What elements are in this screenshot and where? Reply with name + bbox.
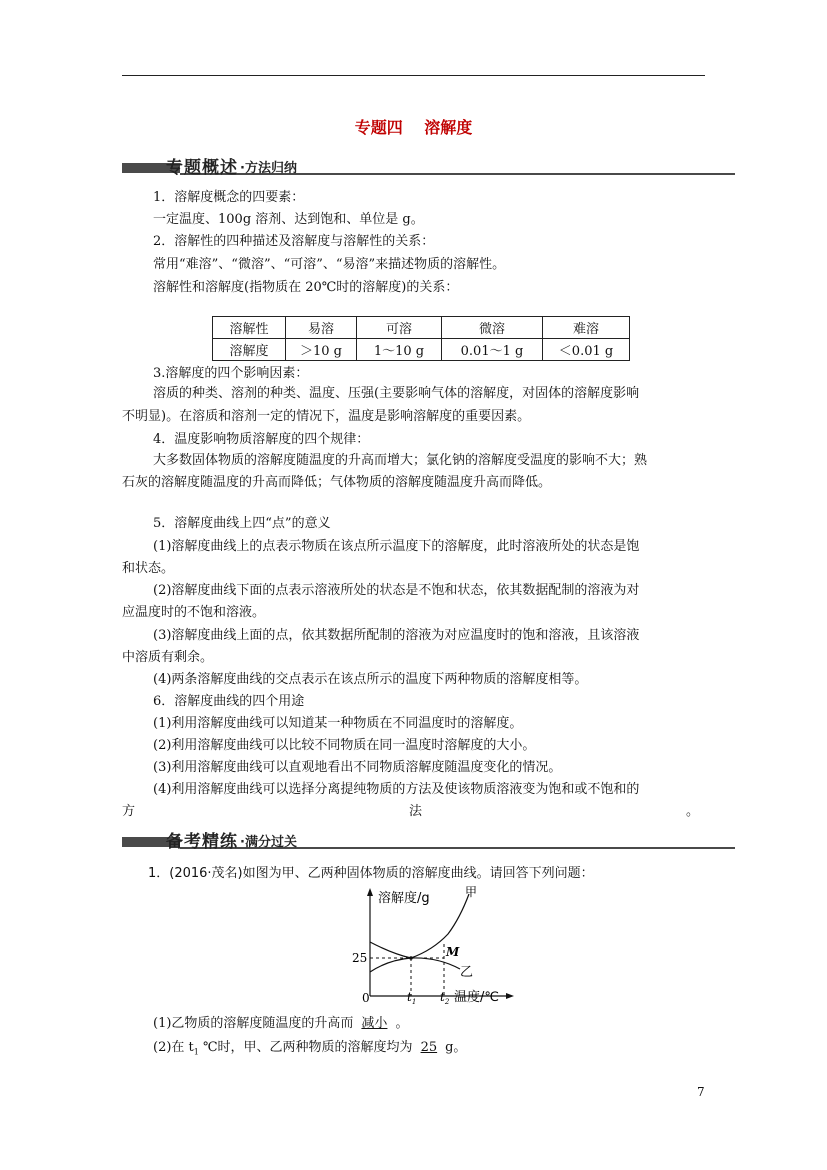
- answer-2: [153, 1040, 466, 1061]
- text-line: 2．溶解性的四种描述及溶解度与溶解性的关系：: [153, 234, 435, 249]
- section-subtitle: ·满分过关: [240, 835, 297, 850]
- table-cell: 1～10 g: [357, 339, 442, 361]
- text-line: 一定温度、100g 溶剂、达到饱和、单位是 g。: [153, 212, 424, 227]
- table-cell: 难溶: [543, 317, 630, 339]
- text-line: (2)溶解度曲线下面的点表示溶液所处的状态是不饱和状态，依其数据配制的溶液为对: [153, 583, 640, 598]
- title-topic: 专题四: [354, 118, 403, 137]
- solubility-table: [212, 316, 630, 361]
- label-yi: 乙: [460, 965, 474, 980]
- t1-label: [407, 990, 416, 1006]
- text-fragment: 。: [686, 804, 700, 819]
- answer-2-sub: 1: [193, 1047, 199, 1057]
- section-header-overview: [122, 155, 735, 177]
- text-line: (1)溶解度曲线上的点表示物质在该点所示温度下的溶解度，此时溶液所处的状态是饱: [153, 539, 640, 554]
- t2-letter: t: [440, 990, 445, 1004]
- text-line: 溶质的种类、溶剂的种类、温度、压强(主要影响气体的溶解度，对固体的溶解度影响: [153, 386, 640, 401]
- answer-1: [153, 1016, 408, 1032]
- page-title: [0, 115, 827, 138]
- t1-subscript: 1: [411, 998, 417, 1006]
- table-cell: 可溶: [357, 317, 442, 339]
- table-cell: 溶解性: [213, 317, 286, 339]
- text-line: 大多数固体物质的溶解度随温度的升高而增大；氯化钠的溶解度受温度的影响不大；熟: [153, 453, 648, 468]
- text-line: 和状态。: [122, 561, 175, 576]
- label-jia: 甲: [465, 885, 478, 899]
- text-line: (4)两条溶解度曲线的交点表示在该点所示的温度下两种物质的溶解度相等。: [153, 672, 588, 687]
- intersection-point: [409, 956, 413, 960]
- text-line: (3)溶解度曲线上面的点，依其数据所配制的溶液为对应温度时的饱和溶液，且该溶液: [153, 628, 640, 643]
- section-title: 专题概述: [166, 158, 238, 178]
- table-cell: ＞10 g: [286, 339, 357, 361]
- section-subtitle: ·方法归纳: [240, 161, 297, 176]
- solubility-curve-figure: [348, 884, 518, 1006]
- text-fragment: 法: [409, 804, 423, 819]
- answer-1-suffix: 。: [395, 1016, 409, 1031]
- text-line: 常用“难溶”、“微溶”、“可溶”、“易溶”来描述物质的溶解性。: [153, 257, 506, 272]
- y-tick-25: 25: [352, 951, 368, 965]
- t2-label: [440, 990, 450, 1006]
- answer-2-suffix: g。: [445, 1040, 467, 1055]
- text-line: (3)利用溶解度曲线可以直观地看出不同物质溶解度随温度变化的情况。: [153, 760, 562, 775]
- text-line: 1．溶解度概念的四要素：: [153, 190, 305, 205]
- text-line: 不明显)。在溶质和溶剂一定的情况下，温度是影响溶解度的重要因素。: [122, 409, 531, 424]
- text-line: (2)利用溶解度曲线可以比较不同物质在同一温度时溶解度的大小。: [153, 738, 536, 753]
- page-number: 7: [697, 1085, 705, 1099]
- text-line: (1)利用溶解度曲线可以知道某一种物质在不同温度时的溶解度。: [153, 716, 523, 731]
- text-line: 4．温度影响物质溶解度的四个规律：: [153, 432, 370, 447]
- table-cell: 微溶: [442, 317, 543, 339]
- text-line: 溶解性和溶解度(指物质在 20℃时的溶解度)的关系：: [153, 280, 459, 295]
- t1-letter: t: [407, 990, 412, 1004]
- t2-subscript: 2: [444, 998, 450, 1006]
- answer-2-blank: 25: [420, 1040, 438, 1055]
- text-line: 3.溶解度的四个影响因素：: [153, 366, 309, 381]
- title-name: 溶解度: [424, 118, 473, 137]
- text-line: 应温度时的不饱和溶液。: [122, 605, 266, 620]
- answer-1-prefix: (1)乙物质的溶解度随温度的升高而: [153, 1016, 354, 1031]
- question-1: 1．(2016·茂名)如图为甲、乙两种固体物质的溶解度曲线。请回答下列问题：: [148, 866, 594, 881]
- table-row: [213, 317, 630, 339]
- table-cell: ＜0.01 g: [543, 339, 630, 361]
- text-line: 6．溶解度曲线的四个用途: [153, 694, 305, 709]
- x-axis-label: 温度/℃: [454, 990, 499, 1005]
- text-line: 5．溶解度曲线上四“点”的意义: [153, 516, 331, 531]
- answer-2-prefix: (2)在 t: [153, 1040, 194, 1055]
- section-title: 备考精练: [166, 832, 238, 852]
- y-axis-arrow: [367, 888, 373, 896]
- text-line: (4)利用溶解度曲线可以选择分离提纯物质的方法及使该物质溶液变为饱和或不饱和的: [153, 782, 640, 797]
- text-line: 石灰的溶解度随温度的升高而降低；气体物质的溶解度随温度升高而降低。: [122, 475, 552, 490]
- table-cell: 易溶: [286, 317, 357, 339]
- origin-label: 0: [362, 991, 370, 1005]
- answer-2-mid: ℃时，甲、乙两种物质的溶解度均为: [198, 1040, 413, 1055]
- y-axis-label: 溶解度/g: [378, 891, 430, 906]
- text-line: 中溶质有剩余。: [122, 650, 214, 665]
- x-axis-arrow: [506, 993, 514, 999]
- header-rule: [122, 75, 705, 76]
- answer-1-blank: 减小: [361, 1016, 388, 1031]
- table-row: [213, 339, 630, 361]
- table-cell: 0.01～1 g: [442, 339, 543, 361]
- section-header-practice: [122, 829, 735, 851]
- label-m: M: [446, 945, 460, 959]
- curve-yi: [370, 958, 460, 972]
- text-fragment: 方: [122, 804, 136, 819]
- table-cell: 溶解度: [213, 339, 286, 361]
